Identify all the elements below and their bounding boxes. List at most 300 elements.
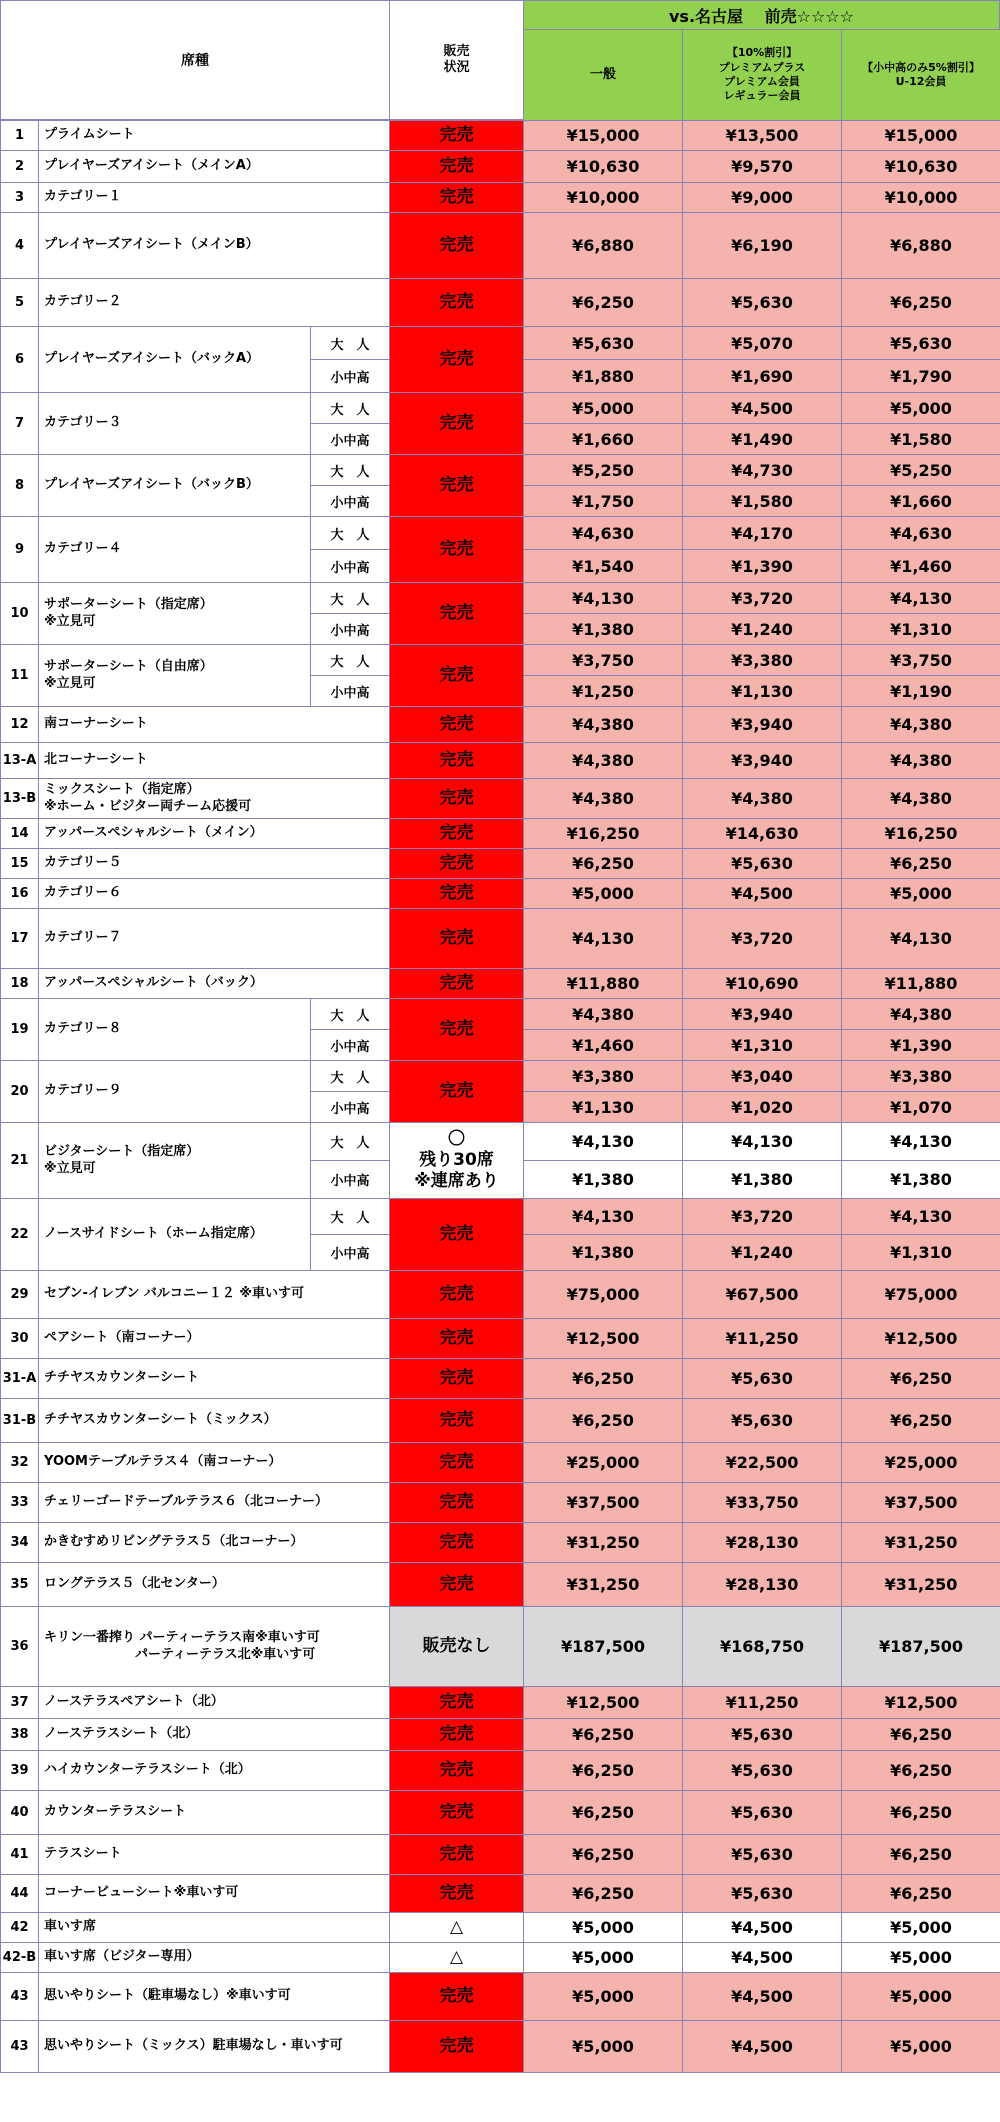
- seat-number: [0, 968, 39, 999]
- price-cell: [841, 1972, 1000, 2021]
- price-value: ¥4,500: [731, 884, 793, 903]
- price-cell: [841, 1606, 1000, 1687]
- price-cell: [841, 1234, 1000, 1271]
- price-cell: [841, 675, 1000, 707]
- seat-name: [38, 150, 390, 183]
- price-value: ¥16,250: [884, 824, 958, 843]
- seat-number: [0, 2020, 39, 2073]
- price-value: ¥5,630: [731, 1884, 793, 1903]
- price-cell: [841, 1790, 1000, 1835]
- sales-status: [389, 1122, 524, 1199]
- price-value: ¥6,250: [890, 293, 952, 312]
- price-value: ¥1,310: [890, 619, 952, 639]
- seat-number-text: 13-B: [2, 791, 37, 806]
- price-value: ¥13,500: [725, 126, 799, 145]
- seat-name-line: テラスシート: [44, 1846, 122, 1862]
- price-value: ¥11,880: [566, 974, 640, 993]
- price-cell: [841, 998, 1000, 1030]
- sales-status: [389, 582, 524, 645]
- price-cell: [682, 392, 842, 424]
- sales-status-text: 完売: [439, 1367, 474, 1388]
- ticket-category-label: [310, 454, 390, 486]
- price-value: ¥4,130: [731, 1132, 793, 1151]
- seat-number-text: 18: [10, 976, 29, 991]
- price-value: ¥31,250: [884, 1533, 958, 1552]
- price-value: ¥4,500: [731, 1987, 793, 2006]
- price-value: ¥4,380: [890, 715, 952, 734]
- seat-number-text: 34: [10, 1535, 29, 1550]
- seat-number: [0, 1790, 39, 1835]
- seat-number-text: 36: [10, 1639, 29, 1654]
- seat-name: [38, 182, 390, 213]
- price-cell: [523, 1912, 683, 1943]
- price-cell: [841, 1482, 1000, 1523]
- price-value: ¥1,460: [890, 556, 952, 576]
- price-value: ¥5,630: [731, 1803, 793, 1822]
- price-cell: [523, 1091, 683, 1123]
- price-value: ¥5,630: [731, 854, 793, 873]
- seat-name: [38, 392, 311, 455]
- price-value: ¥6,250: [572, 293, 634, 312]
- price-value: ¥3,750: [572, 650, 634, 670]
- price-cell: [523, 1234, 683, 1271]
- sales-status-text: 完売: [439, 474, 474, 495]
- price-value: ¥5,630: [731, 1411, 793, 1430]
- seat-number-text: 40: [10, 1805, 29, 1820]
- seat-number-text: 17: [10, 931, 29, 946]
- sales-status-text: 完売: [439, 749, 474, 770]
- price-cell: [841, 1398, 1000, 1443]
- seat-number-text: 33: [10, 1495, 29, 1510]
- price-value: ¥5,070: [731, 333, 793, 353]
- seat-name: [38, 278, 390, 327]
- seat-name-line: カテゴリー２: [44, 294, 122, 310]
- seat-name-line: カテゴリー３: [44, 415, 122, 431]
- seat-name: [38, 582, 311, 645]
- price-column-header-line: 一般: [589, 66, 616, 82]
- seat-number-text: 9: [14, 542, 25, 557]
- seat-name-line: コーナービューシート※車いす可: [44, 1885, 239, 1901]
- seat-number-text: 10: [10, 606, 29, 621]
- seat-name-line: YOOMテーブルテラス４（南コーナー）: [44, 1454, 282, 1470]
- price-cell: [523, 742, 683, 779]
- price-cell: [523, 1198, 683, 1235]
- price-value: ¥1,190: [890, 681, 952, 701]
- price-cell: [841, 644, 1000, 676]
- price-cell: [841, 706, 1000, 743]
- seat-number-text: 3: [14, 190, 25, 205]
- sales-status-text: 販売なし: [422, 1635, 491, 1656]
- price-cell: [682, 1398, 842, 1443]
- ticket-category-text: 大 人: [330, 592, 370, 608]
- price-value: ¥4,130: [572, 1132, 634, 1151]
- price-cell: [523, 1522, 683, 1563]
- sales-status: [389, 1942, 524, 1973]
- seat-number-text: 1: [14, 128, 25, 143]
- seat-name-line: 車いす席（ビジター専用）: [44, 1949, 200, 1965]
- price-value: ¥37,500: [566, 1493, 640, 1512]
- seat-number-text: 12: [10, 717, 29, 732]
- seat-number: [0, 1198, 39, 1271]
- price-cell: [523, 326, 683, 360]
- seat-name-line: セブン-イレブン バルコニー１２ ※車いす可: [44, 1286, 305, 1302]
- seat-name-line: 車いす席: [44, 1919, 97, 1935]
- price-cell: [841, 326, 1000, 360]
- price-cell: [523, 706, 683, 743]
- price-value: ¥6,250: [572, 1845, 634, 1864]
- price-value: ¥5,000: [890, 1918, 952, 1937]
- price-cell: [682, 212, 842, 279]
- price-cell: [523, 1790, 683, 1835]
- seat-number-text: 38: [10, 1727, 29, 1742]
- price-cell: [682, 1874, 842, 1913]
- price-cell: [523, 423, 683, 455]
- price-value: ¥4,130: [890, 1207, 952, 1226]
- seat-number: [0, 998, 39, 1061]
- seat-name: [38, 1318, 390, 1359]
- price-value: ¥6,190: [731, 236, 793, 255]
- seat-number-text: 43: [10, 1989, 29, 2004]
- seat-number-text: 7: [14, 416, 25, 431]
- price-cell: [523, 1750, 683, 1791]
- price-value: ¥3,380: [572, 1066, 634, 1086]
- seat-name: [38, 2020, 390, 2073]
- sales-status-text: 完売: [439, 1327, 474, 1348]
- seat-name-line: 思いやりシート（駐車場なし）※車いす可: [44, 1988, 291, 2004]
- price-value: ¥14,630: [725, 824, 799, 843]
- price-cell: [682, 1091, 842, 1123]
- price-value: ¥9,570: [731, 157, 793, 176]
- seat-number-text: 16: [10, 886, 29, 901]
- seat-number-text: 41: [10, 1847, 29, 1862]
- price-cell: [523, 2020, 683, 2073]
- sales-status: [389, 1060, 524, 1123]
- price-cell: [682, 326, 842, 360]
- seat-name-line: サポーターシート（指定席）: [44, 597, 213, 613]
- price-cell: [841, 120, 1000, 151]
- sales-status-text: 完売: [439, 1018, 474, 1039]
- seat-name: [38, 1942, 390, 1973]
- price-value: ¥31,250: [566, 1533, 640, 1552]
- seat-name: [38, 1874, 390, 1913]
- price-cell: [841, 848, 1000, 879]
- sales-status-header-line: 状況: [443, 60, 470, 75]
- seat-name: [38, 818, 390, 849]
- ticket-category-text: 小中高: [330, 370, 370, 386]
- price-cell: [682, 1750, 842, 1791]
- sales-status: [389, 1718, 524, 1751]
- sales-status: [389, 212, 524, 279]
- seat-name-line: プレイヤーズアイシート（バックA）: [44, 351, 260, 367]
- price-value: ¥1,240: [731, 1243, 793, 1262]
- seat-number: [0, 1942, 39, 1973]
- sales-status-text: 完売: [439, 852, 474, 873]
- price-value: ¥3,940: [731, 1004, 793, 1024]
- seat-number: [0, 644, 39, 707]
- price-value: ¥6,250: [890, 1884, 952, 1903]
- price-cell: [841, 1750, 1000, 1791]
- ticket-category-text: 小中高: [330, 433, 370, 449]
- seat-name: [38, 454, 311, 517]
- seat-name-line: アッパースペシャルシート（バック）: [44, 975, 263, 991]
- seat-number: [0, 908, 39, 969]
- price-value: ¥1,250: [572, 681, 634, 701]
- seat-number-text: 31-B: [2, 1413, 37, 1428]
- price-value: ¥4,130: [572, 929, 634, 948]
- price-cell: [682, 1606, 842, 1687]
- seat-name: [38, 742, 390, 779]
- price-value: ¥1,380: [890, 1170, 952, 1189]
- ticket-category-label: [310, 549, 390, 583]
- price-value: ¥187,500: [560, 1637, 645, 1656]
- seat-name-line: ※立見可: [44, 613, 96, 629]
- seat-name: [38, 1358, 390, 1399]
- seat-number: [0, 1358, 39, 1399]
- sales-status-text: 完売: [439, 1759, 474, 1780]
- sales-status: [389, 278, 524, 327]
- sales-status-text: 完売: [439, 1985, 474, 2006]
- price-value: ¥33,750: [725, 1493, 799, 1512]
- price-cell: [523, 1874, 683, 1913]
- price-cell: [841, 485, 1000, 517]
- price-cell: [523, 549, 683, 583]
- price-value: ¥6,250: [572, 1761, 634, 1780]
- price-value: ¥5,000: [890, 398, 952, 418]
- seat-name: [38, 516, 311, 583]
- seat-number: [0, 212, 39, 279]
- seat-name-line: チチヤスカウンターシート（ミックス）: [44, 1412, 277, 1428]
- sales-status: [389, 454, 524, 517]
- sales-status: [389, 742, 524, 779]
- price-cell: [682, 644, 842, 676]
- sales-status-text: 完売: [439, 664, 474, 685]
- seat-name: [38, 644, 311, 707]
- price-value: ¥28,130: [725, 1575, 799, 1594]
- price-cell: [682, 1834, 842, 1875]
- price-value: ¥5,630: [731, 1761, 793, 1780]
- price-value: ¥1,380: [731, 1170, 793, 1189]
- seat-number: [0, 516, 39, 583]
- price-cell: [523, 120, 683, 151]
- ticket-category-label: [310, 1198, 390, 1235]
- ticket-category-label: [310, 613, 390, 645]
- price-value: ¥1,310: [890, 1243, 952, 1262]
- sales-status: [389, 150, 524, 183]
- seat-name: [38, 1912, 390, 1943]
- ticket-category-text: 大 人: [330, 337, 370, 353]
- seat-name: [38, 878, 390, 909]
- price-cell: [523, 1270, 683, 1319]
- seat-number: [0, 706, 39, 743]
- price-cell: [682, 582, 842, 614]
- match-title-text: vs.名古屋 前売☆☆☆☆: [669, 6, 854, 26]
- price-value: ¥5,000: [572, 1918, 634, 1937]
- price-cell: [682, 182, 842, 213]
- price-value: ¥75,000: [884, 1285, 958, 1304]
- seat-number-text: 29: [10, 1287, 29, 1302]
- sales-status-text: 完売: [439, 1573, 474, 1594]
- seat-number: [0, 1122, 39, 1199]
- price-value: ¥25,000: [884, 1453, 958, 1472]
- seat-name-line: ビジターシート（指定席）: [44, 1144, 200, 1160]
- price-value: ¥3,940: [731, 715, 793, 734]
- seat-name-line: 北コーナーシート: [44, 752, 148, 768]
- price-value: ¥1,380: [572, 1170, 634, 1189]
- price-value: ¥4,130: [890, 1132, 952, 1151]
- price-value: ¥4,500: [731, 1918, 793, 1937]
- price-cell: [841, 549, 1000, 583]
- price-cell: [841, 1686, 1000, 1719]
- price-value: ¥4,380: [572, 715, 634, 734]
- sales-status: [389, 998, 524, 1061]
- price-cell: [523, 1122, 683, 1161]
- sales-status-text: 完売: [439, 124, 474, 145]
- seat-name-line: キリン一番搾り パーティーテラス南※車いす可: [44, 1630, 320, 1646]
- price-value: ¥10,000: [884, 188, 958, 207]
- sales-status-text: 完売: [439, 538, 474, 559]
- price-value: ¥1,020: [731, 1097, 793, 1117]
- seat-number-text: 15: [10, 856, 29, 871]
- price-value: ¥6,250: [890, 1411, 952, 1430]
- price-cell: [682, 2020, 842, 2073]
- ticket-category-text: 小中高: [330, 495, 370, 511]
- price-cell: [841, 613, 1000, 645]
- price-value: ¥1,390: [890, 1035, 952, 1055]
- price-cell: [523, 359, 683, 393]
- ticket-category-text: 大 人: [330, 464, 370, 480]
- sales-status-text: ※連席あり: [414, 1171, 499, 1192]
- ticket-category-label: [310, 1234, 390, 1271]
- price-value: ¥75,000: [566, 1285, 640, 1304]
- price-cell: [841, 1562, 1000, 1607]
- price-cell: [841, 182, 1000, 213]
- sales-status: [389, 778, 524, 819]
- seat-number-text: 13-A: [2, 753, 37, 768]
- seat-number-text: 2: [14, 159, 25, 174]
- sales-status-text: 完売: [439, 1531, 474, 1552]
- price-value: ¥6,880: [572, 236, 634, 255]
- price-value: ¥3,940: [731, 751, 793, 770]
- price-value: ¥4,500: [731, 398, 793, 418]
- seat-name: [38, 1122, 311, 1199]
- price-cell: [682, 675, 842, 707]
- price-cell: [523, 582, 683, 614]
- sales-status: [389, 120, 524, 151]
- price-cell: [682, 278, 842, 327]
- price-cell: [682, 1562, 842, 1607]
- ticket-category-label: [310, 423, 390, 455]
- seat-number-text: 22: [10, 1227, 29, 1242]
- ticket-category-text: 小中高: [330, 685, 370, 701]
- sales-status-text: 完売: [439, 1223, 474, 1244]
- price-value: ¥11,250: [725, 1329, 799, 1348]
- price-cell: [841, 359, 1000, 393]
- seat-name: [38, 1718, 390, 1751]
- price-value: ¥6,250: [572, 1803, 634, 1822]
- sales-status: [389, 1874, 524, 1913]
- price-cell: [841, 1874, 1000, 1913]
- seat-name-line: ※ホーム・ビジター両チーム応援可: [44, 798, 252, 814]
- price-cell: [682, 150, 842, 183]
- seat-number: [0, 1912, 39, 1943]
- price-value: ¥3,720: [731, 1207, 793, 1226]
- price-value: ¥1,660: [890, 491, 952, 511]
- match-title: [523, 0, 1000, 30]
- seat-number: [0, 1750, 39, 1791]
- price-value: ¥4,730: [731, 460, 793, 480]
- seat-name: [38, 1270, 390, 1319]
- price-cell: [682, 423, 842, 455]
- seat-number-text: 43: [10, 2039, 29, 2054]
- seat-number-text: 20: [10, 1084, 29, 1099]
- seat-name-line: ノースサイドシート（ホーム指定席）: [44, 1226, 263, 1242]
- seat-name-line: プライムシート: [44, 127, 135, 143]
- ticket-category-label: [310, 326, 390, 360]
- price-value: ¥187,500: [878, 1637, 963, 1656]
- seat-name-line: チチヤスカウンターシート: [44, 1370, 199, 1386]
- price-value: ¥1,460: [572, 1035, 634, 1055]
- seat-number: [0, 120, 39, 151]
- sales-status: [389, 1522, 524, 1563]
- price-cell: [841, 1942, 1000, 1973]
- price-column-header: [682, 29, 842, 121]
- sales-status: [389, 818, 524, 849]
- price-cell: [682, 1060, 842, 1092]
- seat-name: [38, 778, 390, 819]
- price-value: ¥6,250: [572, 1411, 634, 1430]
- price-value: ¥6,250: [890, 1761, 952, 1780]
- price-cell: [682, 1318, 842, 1359]
- price-value: ¥4,500: [731, 1948, 793, 1967]
- price-cell: [841, 423, 1000, 455]
- seat-name-line: カテゴリー１: [44, 189, 122, 205]
- sales-status: [389, 1790, 524, 1835]
- price-cell: [523, 675, 683, 707]
- price-value: ¥6,250: [890, 1369, 952, 1388]
- price-value: ¥5,000: [572, 884, 634, 903]
- price-cell: [523, 182, 683, 213]
- price-value: ¥6,250: [890, 1803, 952, 1822]
- sales-status: [389, 326, 524, 393]
- sales-status-text: △: [449, 1946, 464, 1967]
- ticket-category-text: 大 人: [330, 1211, 370, 1226]
- price-value: ¥1,130: [731, 681, 793, 701]
- sales-status: [389, 1482, 524, 1523]
- seat-name-line: ノーステラスシート（北）: [44, 1726, 199, 1742]
- price-value: ¥1,310: [731, 1035, 793, 1055]
- sales-status-header: [389, 0, 524, 120]
- ticket-category-text: 大 人: [330, 654, 370, 670]
- sales-status: [389, 1562, 524, 1607]
- price-cell: [841, 1358, 1000, 1399]
- price-cell: [682, 359, 842, 393]
- price-column-header-line: U-12会員: [895, 75, 947, 88]
- price-cell: [682, 1160, 842, 1199]
- price-cell: [841, 1091, 1000, 1123]
- seat-name-line: ハイカウンターテラスシート（北）: [44, 1762, 251, 1778]
- price-value: ¥5,630: [731, 1845, 793, 1864]
- seat-number-text: 19: [10, 1022, 29, 1037]
- seat-name-line: プレイヤーズアイシート（メインB）: [44, 237, 259, 253]
- seat-name-line: カウンターテラスシート: [44, 1804, 187, 1820]
- seat-number-text: 31-A: [2, 1371, 37, 1386]
- price-cell: [841, 516, 1000, 550]
- sales-status: [389, 1834, 524, 1875]
- price-cell: [523, 1482, 683, 1523]
- seat-number: [0, 1972, 39, 2021]
- seat-number: [0, 392, 39, 455]
- seat-number: [0, 150, 39, 183]
